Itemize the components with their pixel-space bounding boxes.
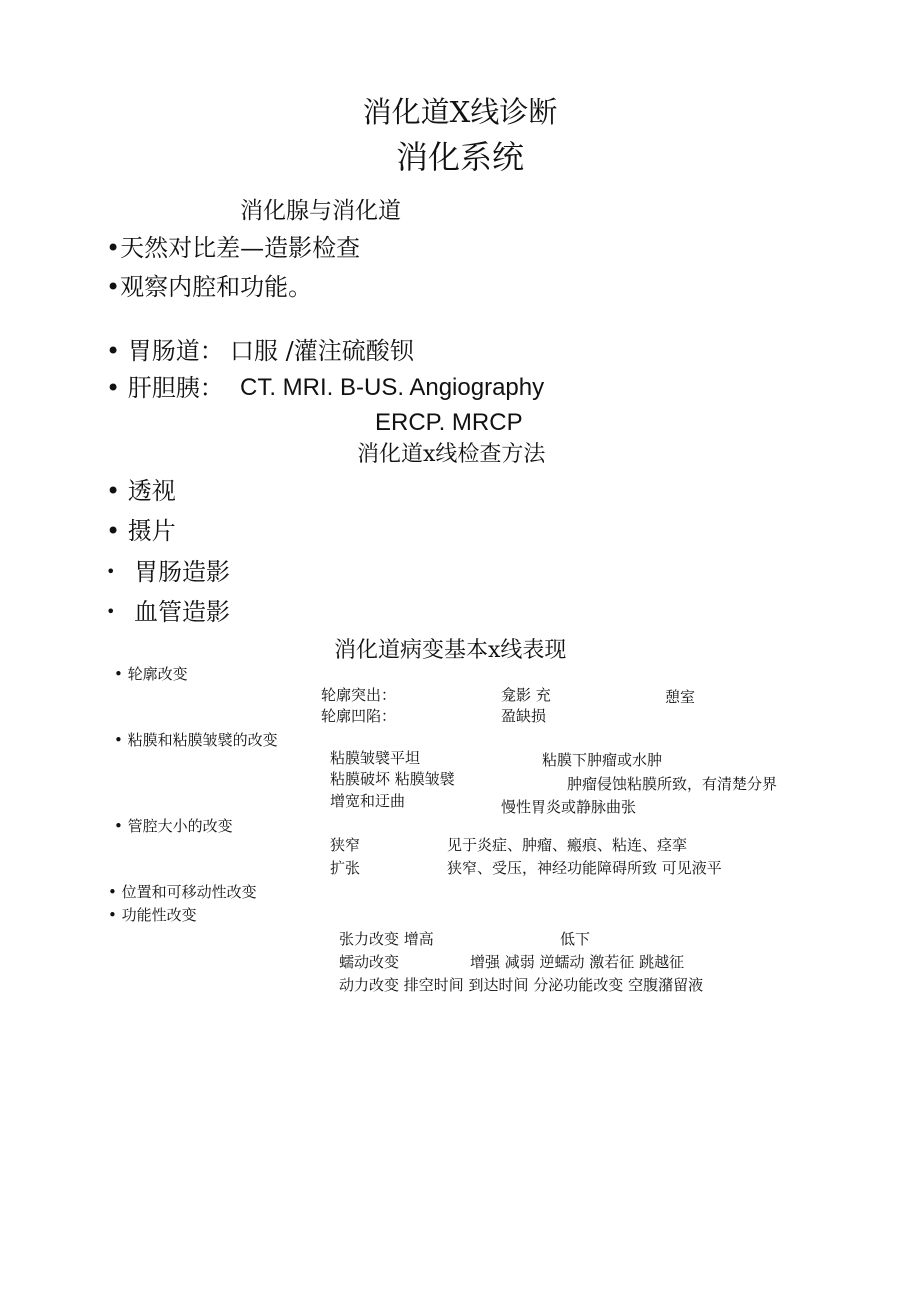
- lumen-r1b: 见于炎症、肿瘤、瘢痕、粘连、痉挛: [447, 836, 688, 854]
- method-bullet: •: [106, 602, 116, 621]
- method-item: • 透视: [106, 477, 176, 505]
- findings-heading: 消化道病变基本x线表现: [334, 638, 567, 663]
- contour-label: • 轮廓改变: [114, 665, 188, 683]
- method-bullet: •: [106, 562, 116, 581]
- function-label: • 功能性改变: [108, 906, 197, 924]
- mucosa-r1a: 粘膜皱襞平坦: [330, 749, 421, 767]
- lumen-r1a: 狭窄: [330, 836, 361, 854]
- mucosa-r2a: 粘膜破坏 粘膜皱襞: [330, 770, 455, 788]
- contour-b2: 盈缺损: [501, 707, 547, 725]
- function-tone-a: 张力改变 增高: [339, 930, 434, 948]
- gi-label: • 胃肠道：: [106, 337, 224, 365]
- mucosa-r2b: 肿瘤侵蚀粘膜所致，有清楚分界: [567, 775, 778, 793]
- function-peri-b: 增强 减弱 逆蠕动 激若征 跳越征: [470, 953, 685, 971]
- liver-label: • 肝胆胰：: [106, 374, 224, 402]
- liver-value-2: ERCP. MRCP: [375, 409, 523, 436]
- gi-value: 口服 /灌注硫酸钡: [230, 337, 414, 365]
- lumen-r2b: 狭窄、受压，神经功能障碍所致 可见液平: [447, 859, 722, 877]
- list-item: •观察内腔和功能。: [106, 273, 313, 301]
- method-item: 血管造影: [134, 598, 230, 626]
- document-subtitle: 消化系统: [395, 138, 524, 176]
- contour-b1: 轮廓凹陷：: [321, 707, 397, 725]
- list-item: •天然对比差—造影检查: [106, 234, 361, 262]
- function-motility: 动力改变 排空时间 到达时间 分泌功能改变 空腹潴留液: [339, 976, 704, 994]
- mucosa-label: • 粘膜和粘膜皱襞的改变: [114, 731, 278, 749]
- lumen-r2a: 扩张: [330, 859, 361, 877]
- methods-heading: 消化道x线检查方法: [357, 442, 546, 467]
- function-tone-b: 低下: [560, 930, 591, 948]
- contour-a2: 龛影 充: [501, 686, 551, 704]
- method-item: 胃肠造影: [134, 558, 230, 586]
- contour-a1: 轮廓突出：: [321, 686, 397, 704]
- liver-value: CT. MRI. B-US. Angiography: [240, 374, 545, 401]
- mucosa-r3b: 慢性胃炎或静脉曲张: [501, 798, 637, 816]
- lumen-label: • 管腔大小的改变: [114, 817, 233, 835]
- mucosa-r1b: 粘膜下肿瘤或水肿: [542, 751, 663, 769]
- function-peri-a: 蠕动改变: [339, 953, 400, 971]
- section-heading: 消化腺与消化道: [240, 198, 401, 224]
- document-title: 消化道X线诊断: [362, 95, 558, 129]
- position-label: • 位置和可移动性改变: [108, 883, 257, 901]
- method-item: • 摄片: [106, 517, 176, 545]
- contour-a3: 憩室: [665, 688, 696, 706]
- mucosa-r3a: 增宽和迂曲: [330, 792, 406, 810]
